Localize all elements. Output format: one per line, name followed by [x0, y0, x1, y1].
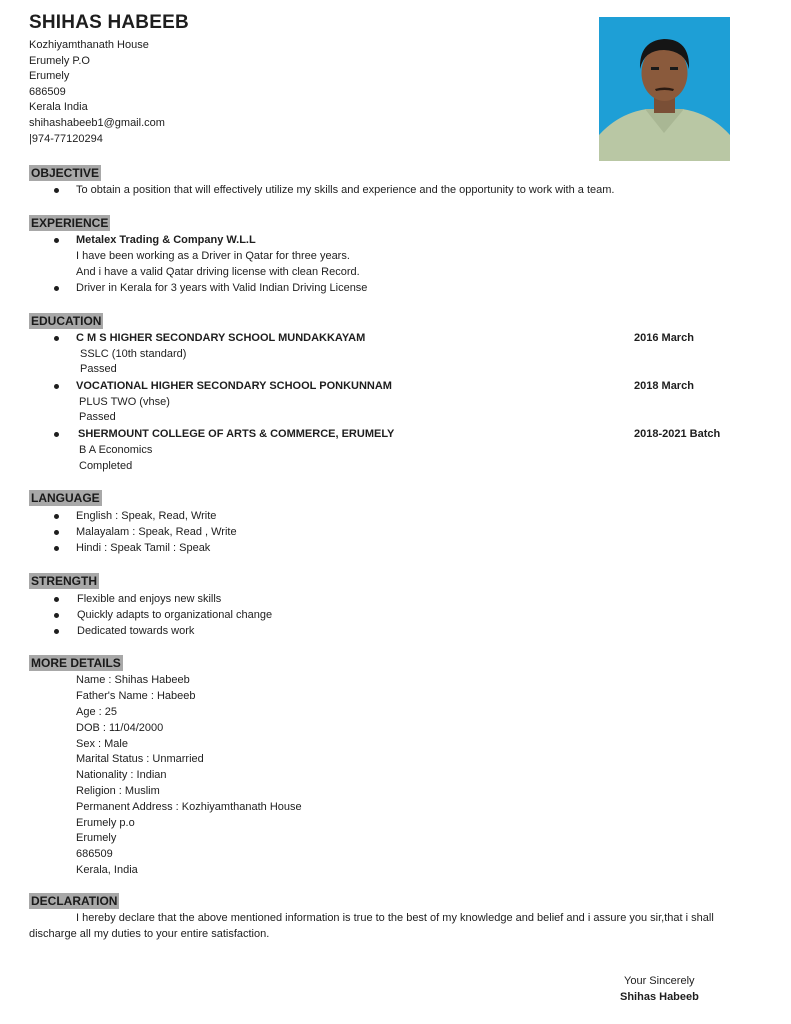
objective-heading: OBJECTIVE	[31, 166, 100, 180]
experience-detail: And i have a valid Qatar driving license with clean Record.	[76, 266, 360, 278]
experience-heading: EXPERIENCE	[31, 216, 109, 230]
bullet-icon	[54, 613, 59, 618]
bullet-icon	[54, 432, 59, 437]
detail-permanent-address: Permanent Address : Kozhiyamthanath House	[76, 801, 302, 813]
detail-nationality: Nationality : Indian	[76, 769, 167, 781]
bullet-icon	[54, 530, 59, 535]
detail-address-line: 686509	[76, 848, 113, 860]
education-date: 2018 March	[634, 380, 694, 392]
bullet-icon	[54, 546, 59, 551]
detail-dob: DOB : 11/04/2000	[76, 722, 164, 734]
objective-text: To obtain a position that will effectively utilize my skills and experience and the opportunity to work with a team.	[76, 184, 615, 196]
profile-photo	[599, 17, 730, 161]
experience-company: Metalex Trading & Company W.L.L	[76, 234, 256, 246]
town-line: Erumely	[29, 70, 70, 83]
declaration-heading: DECLARATION	[31, 894, 118, 908]
education-qualification: PLUS TWO (vhse)	[79, 396, 170, 408]
education-status: Completed	[79, 460, 133, 472]
detail-marital-status: Marital Status : Unmarried	[76, 753, 204, 765]
language-heading: LANGUAGE	[31, 491, 100, 505]
strength-item: Quickly adapts to organizational change	[77, 609, 273, 621]
bullet-icon	[54, 188, 59, 193]
education-institution: VOCATIONAL HIGHER SECONDARY SCHOOL PONKUNNAM	[76, 380, 392, 392]
bullet-icon	[54, 384, 59, 389]
education-date: 2018-2021 Batch	[634, 428, 721, 440]
education-institution: C M S HIGHER SECONDARY SCHOOL MUNDAKKAYAM	[76, 332, 366, 344]
state-country-line: Kerala India	[29, 101, 88, 114]
detail-address-line: Erumely	[76, 832, 117, 844]
bullet-icon	[54, 629, 59, 634]
detail-address-line: Kerala, India	[76, 864, 138, 876]
strength-item: Flexible and enjoys new skills	[77, 593, 222, 605]
declaration-text: I hereby declare that the above mentioned information is true to the best of my knowledge and belief and i assure you sir,that i shall discharge all my duties to your entire satisfaction.	[29, 912, 714, 940]
bullet-icon	[54, 286, 59, 291]
strength-item: Dedicated towards work	[77, 625, 195, 637]
bullet-icon	[54, 597, 59, 602]
bullet-icon	[54, 336, 59, 341]
contact-block	[29, 38, 165, 147]
pincode-line: 686509	[29, 85, 66, 98]
signature-name: Shihas Habeeb	[620, 991, 699, 1003]
detail-sex: Sex : Male	[76, 738, 128, 750]
email-line: shihashabeeb1@gmail.com	[29, 116, 165, 129]
applicant-name: SHIHAS HABEEB	[29, 12, 189, 33]
address-line: Kozhiyamthanath House	[29, 39, 149, 51]
education-institution: SHERMOUNT COLLEGE OF ARTS & COMMERCE, ERUMELY	[78, 428, 395, 440]
detail-father-name: Father's Name : Habeeb	[76, 690, 196, 702]
experience-detail: I have been working as a Driver in Qatar for three years.	[76, 250, 350, 262]
detail-name: Name : Shihas Habeeb	[76, 674, 190, 686]
education-heading: EDUCATION	[31, 314, 102, 328]
bullet-icon	[54, 238, 59, 243]
detail-religion: Religion : Muslim	[76, 785, 160, 797]
detail-age: Age : 25	[76, 706, 117, 718]
strength-heading: STRENGTH	[31, 574, 97, 588]
education-status: Passed	[79, 411, 116, 423]
phone-line: |974-77120294	[29, 132, 103, 145]
signature-closing: Your Sincerely	[624, 975, 695, 987]
education-qualification: B A Economics	[79, 444, 153, 456]
experience-item: Driver in Kerala for 3 years with Valid Indian Driving License	[76, 282, 368, 294]
post-office-line: Erumely P.O	[29, 54, 90, 67]
education-status: Passed	[80, 363, 117, 375]
education-date: 2016 March	[634, 332, 694, 344]
language-item: Malayalam : Speak, Read , Write	[76, 526, 237, 538]
bullet-icon	[54, 514, 59, 519]
language-item: Hindi : Speak Tamil : Speak	[76, 542, 211, 554]
language-item: English : Speak, Read, Write	[76, 510, 217, 522]
more-details-heading: MORE DETAILS	[31, 656, 121, 670]
detail-address-line: Erumely p.o	[76, 817, 135, 829]
education-qualification: SSLC (10th standard)	[80, 348, 187, 360]
